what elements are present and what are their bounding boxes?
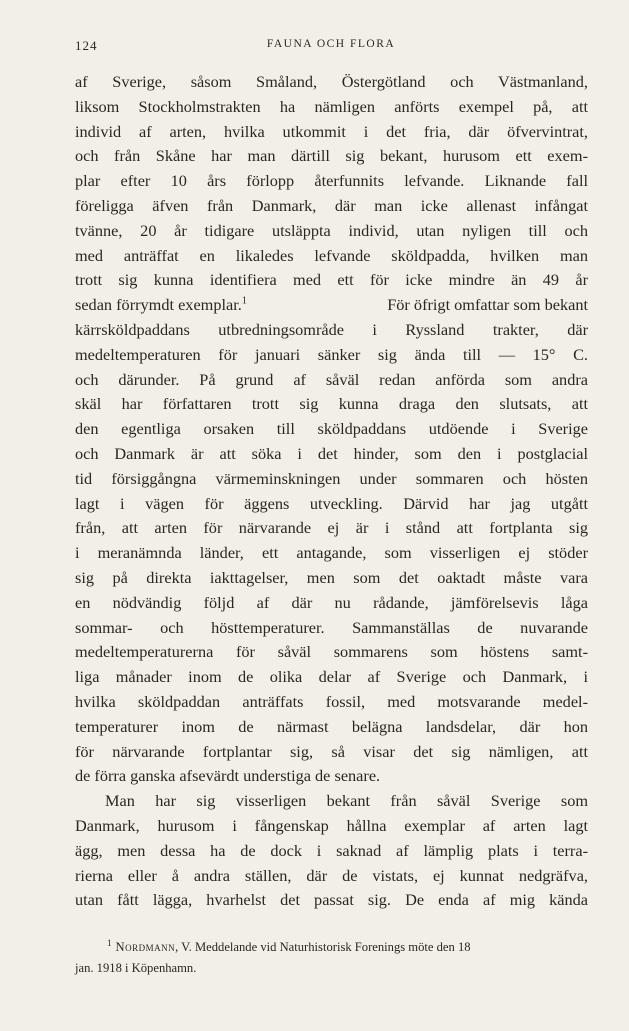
text-line: lagt i vägen för äggens utveckling. Därvid har jag utgått — [75, 493, 588, 513]
text-line: trott sig kunna identifiera med ett för icke mindre än 49 år — [75, 270, 588, 290]
text-line: sig på direkta iakttagelser, men som det oaktadt måste vara — [75, 567, 588, 587]
text-line: ägg, men dessa ha de dock i saknad af lämplig plats i terra- — [75, 840, 588, 860]
page-number: 124 — [75, 38, 98, 53]
text-line: liksom Stockholmstrakten ha nämligen anförts exempel på, att — [75, 96, 588, 116]
text-line: den egentliga orsaken till sköldpaddans utdöende i Sverige — [75, 419, 588, 439]
text-line: Man har sig visserligen bekant från såväl Sverige som — [105, 791, 588, 811]
text-line: och därunder. På grund af såväl redan anförda som andra — [75, 369, 588, 389]
text-line: Danmark, hurusom i fångenskap hållna exemplar af arten lagt — [75, 815, 588, 835]
text-line: rierna eller å andra ställen, där de vistats, ej kunnat nedgräfva, — [75, 865, 588, 885]
text-line: och från Skåne har man därtill sig bekant, hurusom ett exem- — [75, 146, 588, 166]
text-line: från, att arten för närvarande ej är i stånd att fortplanta sig — [75, 518, 588, 538]
text-line-with-footnote — [75, 293, 588, 318]
text-line: för närvarande fortplantar sig, så visar det sig nämligen, att — [75, 741, 588, 761]
text-line: temperaturer inom de närmast belägna landsdelar, där hon — [75, 716, 588, 736]
text-line: sommar- och hösttemperaturer. Sammanställas de nuvarande — [75, 617, 588, 637]
body-text — [75, 70, 588, 913]
text-line: af Sverige, såsom Småland, Östergötland och Västmanland, — [75, 72, 588, 91]
text-line: de förra ganska afsevärdt understiga de senare. — [75, 766, 381, 786]
text-line: medeltemperaturen för januari sänker sig ända till — 15° C. — [75, 344, 588, 364]
footnote-mark: 1 — [107, 937, 112, 948]
text-line: plar efter 10 års förlopp återfunnits lefvande. Liknande fall — [75, 171, 588, 191]
text-line: kärrsköldpaddans utbredningsområde i Ryssland trakter, där — [75, 319, 588, 339]
text-line: föreligga äfven från Danmark, där man icke allenast infångat — [75, 195, 588, 215]
text-line: utan fått lägga, hvarhelst det passat sig. De enda af mig kända — [75, 890, 588, 910]
text-line: tvänne, 20 år tidigare utsläppta individ, utan nyligen till och — [75, 220, 588, 240]
running-title: FAUNA OCH FLORA — [266, 38, 396, 50]
footnote-continuation: jan. 1918 i Köpenhamn. — [75, 961, 197, 975]
text-line: i meranämnda länder, ett antagande, som visserligen ej stöder — [75, 543, 588, 563]
text-line: och Danmark är att söka i det hinder, som den i postglacial — [75, 443, 588, 463]
text-line: skäl har författaren trott sig kunna draga den slutsats, att — [75, 394, 588, 414]
text-line: med anträffat en likaledes lefvande sköldpadda, hvilken man — [75, 245, 588, 265]
text-line: individ af arten, hvilka utkommit i det fria, där öfvervintrat, — [75, 121, 588, 141]
footnote-text: , V. Meddelande vid Naturhistorisk Forenings möte den 18 — [175, 940, 471, 954]
text-line: en nödvändig följd af där nu rådande, jämförelsevis låga — [75, 592, 588, 612]
text-line: hvilka sköldpaddan anträffats fossil, med motsvarande medel- — [75, 691, 588, 711]
page-header — [75, 38, 587, 58]
text-line-start: sedan förrymdt exemplar.$^1$ — [75, 295, 247, 315]
text-line: liga månader inom de olika delar af Sverige och Danmark, i — [75, 667, 588, 687]
footnotes — [75, 937, 588, 979]
text-line: medeltemperaturerna för såväl sommarens som höstens samt- — [75, 642, 588, 662]
footnote-author: Nordmann — [115, 940, 176, 954]
footnote — [75, 937, 588, 958]
text-line: tid försiggångna värmeminskningen under sommaren och hösten — [75, 468, 588, 488]
footnote-reference: 1 — [241, 295, 247, 307]
text-line-end: För öfrigt omfattar som bekant — [387, 295, 588, 315]
